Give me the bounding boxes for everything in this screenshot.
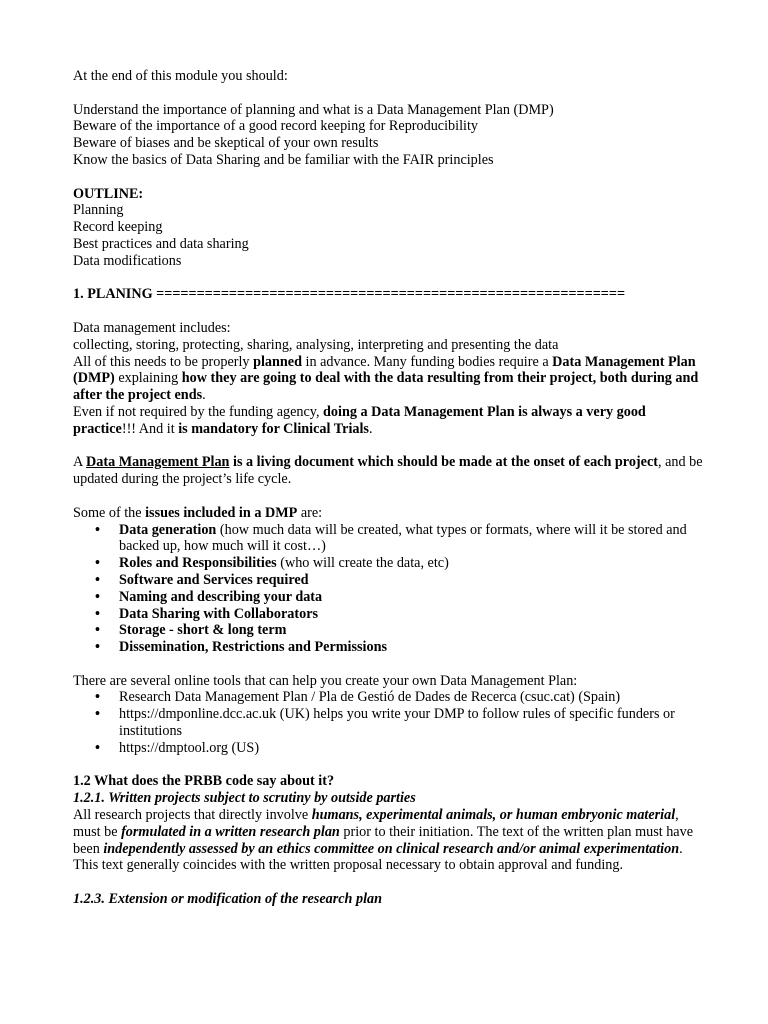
list-item: • Naming and describing your data bbox=[95, 588, 323, 605]
bullet-icon: • bbox=[95, 639, 100, 656]
list-item: • Roles and Responsibilities (who will create the data, etc) bbox=[95, 555, 449, 572]
includes-label: Data management includes: bbox=[73, 319, 231, 336]
list-item: • Dissemination, Restrictions and Permissions bbox=[95, 639, 387, 656]
bullet-icon: • bbox=[95, 706, 100, 723]
list-item: • Storage - short & long term bbox=[95, 622, 287, 639]
issues-intro: Some of the issues included in a DMP are: bbox=[73, 504, 323, 521]
dmp-term: Data Management Plan bbox=[86, 454, 230, 471]
list-item: • Research Data Management Plan / Pla de Gestió de Dades de Recerca (csuc.cat) (Spain) bbox=[95, 689, 621, 706]
bullet-icon: • bbox=[95, 588, 100, 605]
section-heading-planing: 1. PLANING ========================================================== bbox=[73, 286, 626, 303]
tools-intro: There are several online tools that can help you create your own Data Management Plan: bbox=[73, 672, 578, 689]
good-practice-paragraph: Even if not required by the funding agency, doing a Data Management Plan is always a very good practice!!! And it is mandatory for Clinical Trials. bbox=[73, 403, 646, 437]
subsection-heading-written-projects: 1.2.1. Written projects subject to scrutiny by outside parties bbox=[73, 790, 416, 807]
goal-item: Beware of biases and be skeptical of your own results bbox=[73, 135, 379, 152]
includes-list: collecting, storing, protecting, sharing, analysing, interpreting and presenting the data bbox=[73, 336, 559, 353]
outline-item: Record keeping bbox=[73, 219, 163, 236]
outline-item: Data modifications bbox=[73, 252, 182, 269]
goal-item: Beware of the importance of a good record keeping for Reproducibility bbox=[73, 118, 478, 135]
subsection-heading-extension: 1.2.3. Extension or modification of the research plan bbox=[73, 891, 382, 908]
issues-list bbox=[73, 522, 708, 656]
bullet-icon: • bbox=[95, 622, 100, 639]
bullet-icon: • bbox=[95, 605, 100, 622]
bullet-icon: • bbox=[95, 571, 100, 588]
list-item: • Data generation (how much data will be created, what types or formats, where will it be stored and backed up, how much will it cost…) bbox=[95, 521, 687, 555]
outline-item: Best practices and data sharing bbox=[73, 235, 249, 252]
list-item: • https://dmponline.dcc.ac.uk (UK) helps you write your DMP to follow rules of specific funders or institutions bbox=[95, 706, 675, 740]
planning-paragraph: All of this needs to be properly planned in advance. Many funding bodies require a Data Management Plan (DMP) explaining how they are going to deal with the data resulting from their project, both during and after the project ends. bbox=[73, 353, 699, 404]
list-item: • https://dmptool.org (US) bbox=[95, 739, 260, 756]
intro-heading: At the end of this module you should: bbox=[73, 68, 288, 84]
outline-title: OUTLINE: bbox=[73, 185, 144, 202]
dmp-definition-paragraph: A Data Management Plan is a living document which should be made at the onset of each project, and be updated during the project’s life cycle. bbox=[73, 454, 703, 488]
prbb-paragraph: All research projects that directly involve humans, experimental animals, or human embryonic material, must be formulated in a written research plan prior to their initiation. The text of the written plan must have been independently assessed by an ethics committee on clinical research and/or animal experimentation. This text generally coincides with the written proposal necessary to obtain approval and funding. bbox=[73, 807, 693, 874]
bullet-icon: • bbox=[95, 689, 100, 706]
tools-list bbox=[73, 689, 708, 756]
bullet-icon: • bbox=[95, 739, 100, 756]
list-item: • Software and Services required bbox=[95, 571, 309, 588]
subsection-heading-prbb: 1.2 What does the PRBB code say about it? bbox=[73, 773, 335, 790]
goal-item: Know the basics of Data Sharing and be familiar with the FAIR principles bbox=[73, 151, 494, 168]
outline-item: Planning bbox=[73, 202, 124, 219]
list-item: • Data Sharing with Collaborators bbox=[95, 605, 319, 622]
bullet-icon: • bbox=[95, 555, 100, 572]
goal-item: Understand the importance of planning and what is a Data Management Plan (DMP) bbox=[73, 101, 554, 118]
bullet-icon: • bbox=[95, 521, 100, 538]
